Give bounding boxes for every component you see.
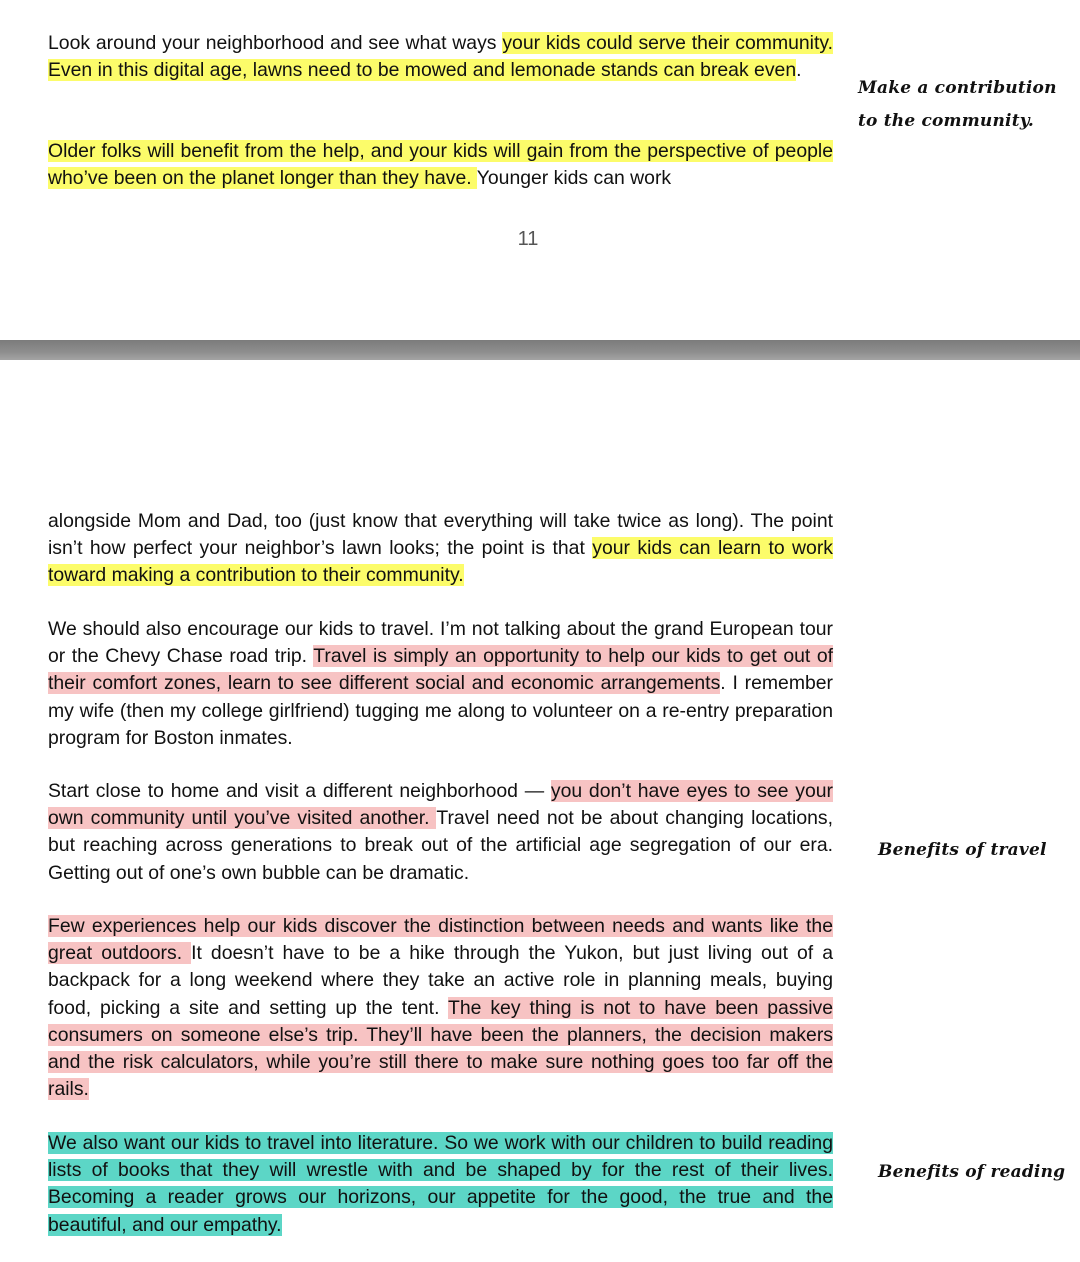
body-text: Travel need not be about changing locations, but reaching across generations to break out of the artificial age segregation of our era. Getting out of one’s own bubble can be dramatic. [48,807,833,884]
body-text: Look around your neighborhood and see what ways [48,32,503,54]
margin-note-contribution: Make a contribution to the community. [858,78,1057,131]
highlighted-text-yellow: your kids can learn to work toward making a contribution to their community. [48,537,833,587]
highlighted-text-yellow: your kids could serve their community. Even in this digital age, lawns need to be mowed and lemonade stands can break even [48,32,833,82]
page-number: 11 [517,228,539,250]
body-text: We should also encourage our kids to travel. I’m not talking about the grand European tour or the Chevy Chase road trip. [48,618,833,668]
paragraph-literature[interactable] [48,1130,833,1239]
paragraph-neighborhood-visit[interactable] [48,778,833,887]
paragraph-travel[interactable] [48,616,833,752]
margin-note-travel: Benefits of travel [878,840,1047,860]
paragraph-older-folks[interactable] [48,138,833,192]
paragraph-alongside[interactable] [48,508,833,590]
body-text: . [796,59,802,82]
highlighted-text-pink: The key thing is not to have been passive consumers on someone else’s trip. They’ll have been the planners, the decision makers and the risk calculators, while you’re still there to make sure nothing goes too far off the rails. [48,996,834,1101]
paragraph-neighborhood[interactable] [48,30,833,84]
paragraph-outdoors[interactable] [48,913,833,1103]
margin-note-reading: Benefits of reading [878,1162,1066,1182]
highlighted-text-teal: We also want our kids to travel into literature. So we work with our children to build reading lists of books that they will wrestle with and be shaped by for the rest of their lives. Becoming a reader grows our horizons, our appetite for the good, the true and the beautiful, and our empathy. [48,1132,833,1236]
highlighted-text-pink: Few experiences help our kids discover the distinction between needs and wants like the great outdoors. [48,915,833,965]
body-text: It doesn’t have to be a hike through the Yukon, but just living out of a backpack for a long weekend where they take an active role in planning meals, buying food, picking a site and setting up the tent. [48,942,833,1019]
body-text: . I remember my wife (then my college girlfriend) tugging me along to volunteer on a re-entry preparation program for Boston inmates. [48,672,834,749]
body-text: Start close to home and visit a different neighborhood — [48,780,551,802]
body-text: Younger kids can work [476,167,672,190]
page-12 [0,360,1080,1262]
body-text: alongside Mom and Dad, too (just know that everything will take twice as long). The point isn’t how perfect your neighbor’s lawn looks; the point is that [48,510,833,560]
page-11 [0,0,1080,340]
highlighted-text-yellow: Older folks will benefit from the help, and your kids will gain from the perspective of people who’ve been on the planet longer than they have. [48,140,833,190]
highlighted-text-pink: Travel is simply an opportunity to help our kids to get out of their comfort zones, learn to see different social and economic arrangements [48,645,833,695]
page-separator [0,340,1080,360]
highlighted-text-pink: you don’t have eyes to see your own community until you’ve visited another. [48,780,833,830]
